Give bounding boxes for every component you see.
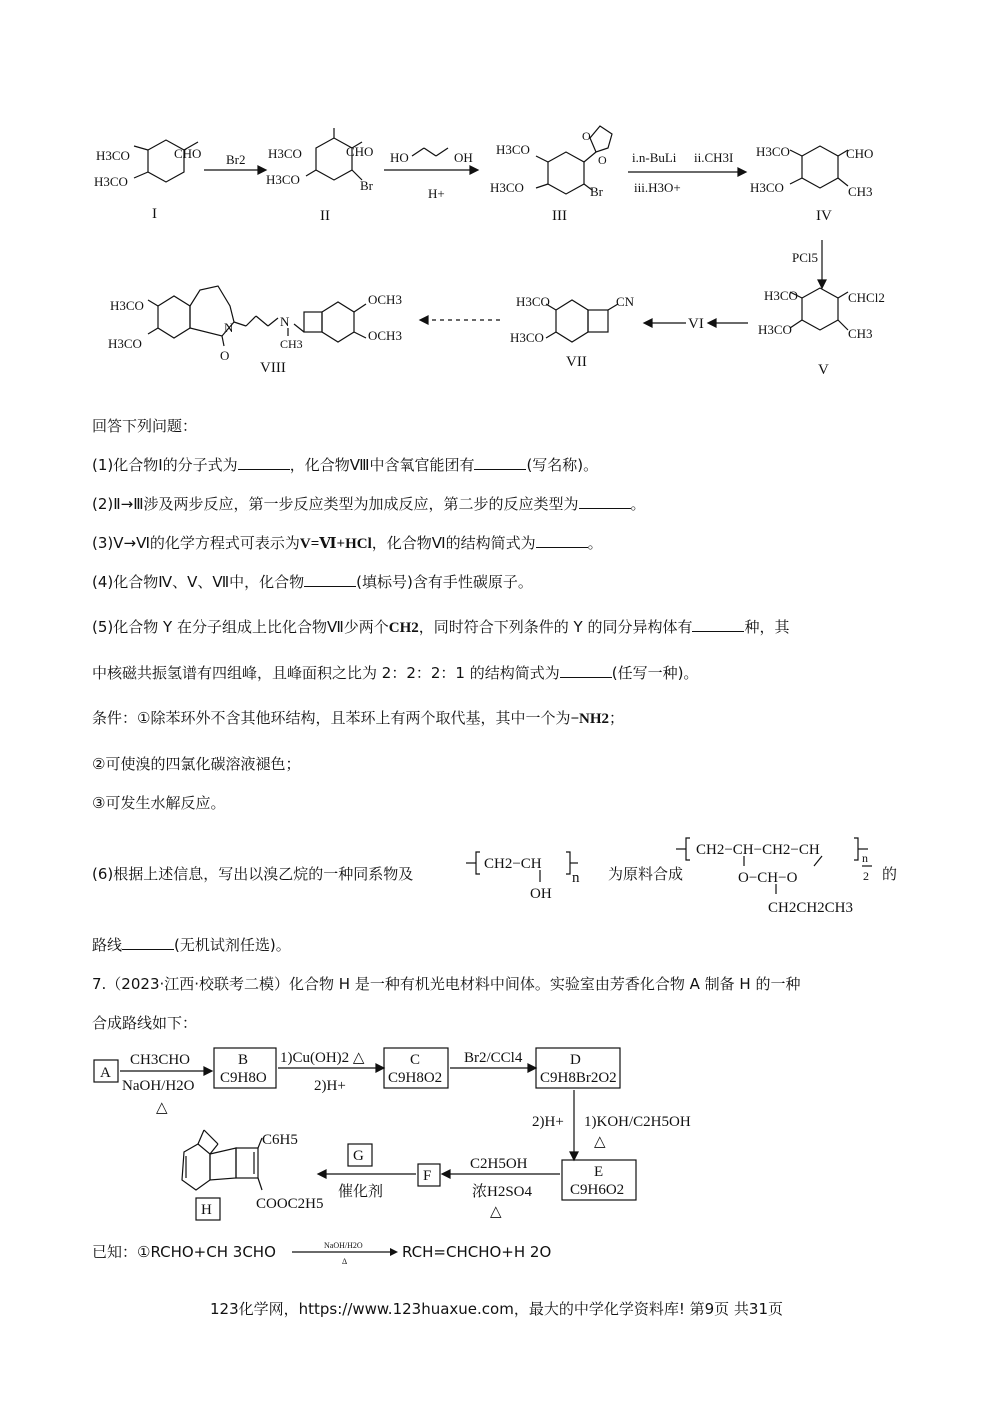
- c1-sub1: H3CO: [96, 148, 130, 163]
- c7-label: VII: [566, 354, 587, 370]
- reagent-ho: HO: [390, 150, 409, 165]
- known-cond: NaOH/H2O: [324, 1241, 363, 1250]
- c2-sub1: H3CO: [268, 146, 302, 161]
- reagent-ch3i: ii.CH3I: [694, 150, 734, 165]
- s2-r6-bot: 催化剂: [338, 1184, 384, 1200]
- box-c-formula: C9H8O2: [388, 1070, 443, 1086]
- synthesis-scheme-1: [0, 120, 993, 390]
- c8-r1: OCH3: [368, 292, 402, 307]
- pva-n: n: [572, 870, 580, 886]
- c7-group: CN: [616, 294, 635, 309]
- c8-nme: CH3: [280, 337, 303, 351]
- c2-label: II: [320, 208, 330, 224]
- reagent-nbuli: i.n-BuLi: [632, 150, 677, 165]
- c5-sub1: H3CO: [764, 288, 798, 303]
- question-5-line2: 中核磁共振氢谱有四组峰，且峰面积之比为 2：2：2：1 的结构简式为 (任写一种)。: [92, 664, 699, 682]
- box-d-formula: C9H8Br2O2: [540, 1070, 617, 1086]
- c3-br: Br: [590, 184, 603, 199]
- box-b: B: [238, 1052, 249, 1068]
- question-4: (4)化合物Ⅳ、Ⅴ、Ⅶ中，化合物 (填标号)含有手性碳原子。: [92, 573, 533, 591]
- c3-o1: O: [582, 129, 591, 143]
- box-h: H: [201, 1202, 212, 1218]
- c2-sub2: H3CO: [266, 172, 300, 187]
- c3-o2: O: [598, 153, 607, 167]
- box-f: F: [423, 1168, 432, 1184]
- c8-o: O: [220, 348, 230, 363]
- synthesis-scheme-2: [0, 1040, 993, 1230]
- s2-r5-top: C2H5OH: [470, 1156, 528, 1172]
- c4-sub1: H3CO: [756, 144, 790, 159]
- c4-sub2: H3CO: [750, 180, 784, 195]
- s2-r4-a: 1)KOH/C2H5OH: [584, 1114, 691, 1130]
- target-2: 2: [863, 869, 869, 883]
- known-arrow: [290, 1238, 402, 1268]
- condition-3: ③可发生水解反应。: [92, 794, 226, 812]
- c4-label: IV: [816, 208, 832, 224]
- condition-1: 条件：①除苯环外不含其他环结构，且苯环上有两个取代基，其中一个为−NH2；: [92, 709, 625, 727]
- pva-chain: CH2−CH: [484, 856, 542, 872]
- s2-r1-heat: △: [156, 1100, 168, 1116]
- box-c: C: [410, 1052, 421, 1068]
- c2-br: Br: [360, 178, 373, 193]
- c8-sub1: H3CO: [110, 298, 144, 313]
- s2-r1-top: CH3CHO: [130, 1052, 191, 1068]
- known-reaction: 已知：①RCHO+CH 3CHO: [92, 1243, 276, 1261]
- reagent-oh: OH: [454, 150, 473, 165]
- s2-r1-bot: NaOH/H2O: [122, 1078, 195, 1094]
- reagent-pcl5: PCl5: [792, 250, 819, 265]
- intro-text: 回答下列问题：: [92, 417, 198, 435]
- c5-sub2: H3CO: [758, 322, 792, 337]
- question-5-line1: (5)化合物 Y 在分子组成上比化合物Ⅶ少两个CH2，同时符合下列条件的 Y 的同分异构体有 种，其: [92, 618, 790, 636]
- c4-me: CH3: [848, 184, 873, 199]
- c3-label: III: [552, 208, 567, 224]
- c7-sub1: H3CO: [516, 294, 550, 309]
- c3-sub2: H3CO: [490, 180, 524, 195]
- s2-r5-heat: △: [490, 1204, 502, 1220]
- s2-r4-b: 2)H+: [532, 1114, 564, 1130]
- question-7-line1: 7.（2023·江西·校联考二模）化合物 H 是一种有机光电材料中间体。实验室由芳香化合物 A 制备 H 的一种: [92, 975, 801, 993]
- target-side: CH2CH2CH3: [768, 900, 854, 916]
- h-ester: COOC2H5: [256, 1196, 324, 1212]
- reagent-h: H+: [428, 186, 445, 201]
- c6-label: VI: [688, 316, 704, 332]
- question-6-text-b: 为原料合成: [608, 865, 684, 883]
- known-product: RCH=CHCHO+H 2O: [402, 1243, 552, 1261]
- box-e: E: [594, 1164, 604, 1180]
- s2-r4-heat: △: [594, 1134, 606, 1150]
- h-phenyl: C6H5: [262, 1132, 298, 1148]
- c8-r2: OCH3: [368, 328, 402, 343]
- target-n: n: [862, 851, 868, 865]
- polymer-pva: [462, 848, 612, 908]
- c8-sub2: H3CO: [108, 336, 142, 351]
- box-a: A: [100, 1065, 111, 1081]
- page-footer: 123化学网，https://www.123huaxue.com，最大的中学化学资料库! 第9页 共31页: [209, 1300, 784, 1318]
- question-1: (1)化合物Ⅰ的分子式为 ，化合物Ⅷ中含氧官能团有 (写名称)。: [92, 456, 599, 474]
- c5-label: V: [818, 362, 829, 378]
- s2-r2-bot: 2)H+: [314, 1078, 346, 1094]
- condition-2: ②可使溴的四氯化碳溶液褪色；: [92, 755, 301, 773]
- known-heat: Δ: [342, 1257, 348, 1266]
- s2-r3-top: Br2/CCl4: [464, 1050, 523, 1066]
- reagent-h3o: iii.H3O+: [634, 180, 681, 195]
- question-2: (2)Ⅱ→Ⅲ涉及两步反应，第一步反应类型为加成反应，第二步的反应类型为 。: [92, 495, 646, 513]
- c5-group: CHCl2: [848, 290, 885, 305]
- s2-r2-top: 1)Cu(OH)2 △: [280, 1050, 365, 1066]
- box-b-formula: C9H8O: [220, 1070, 267, 1086]
- c1-label: I: [152, 206, 157, 222]
- reagent-br2: Br2: [226, 152, 246, 167]
- c4-group: CHO: [846, 146, 874, 161]
- c3-sub1: H3CO: [496, 142, 530, 157]
- c1-group: CHO: [174, 146, 202, 161]
- c8-n2: N: [280, 314, 290, 329]
- question-6-text-a: (6)根据上述信息，写出以溴乙烷的一种同系物及: [92, 865, 414, 883]
- pva-oh: OH: [530, 886, 552, 902]
- box-d: D: [570, 1052, 581, 1068]
- target-chain: CH2−CH−CH2−CH: [696, 842, 820, 858]
- question-6-text-c: 的: [882, 865, 898, 883]
- polymer-target: [672, 832, 892, 924]
- question-3: (3)Ⅴ→Ⅵ的化学方程式可表示为V=Ⅵ+HCl，化合物Ⅵ的结构简式为 。: [92, 534, 603, 552]
- c7-sub2: H3CO: [510, 330, 544, 345]
- s2-r5-bot: 浓H2SO4: [472, 1184, 533, 1200]
- box-g: G: [353, 1148, 364, 1164]
- box-e-formula: C9H6O2: [570, 1182, 625, 1198]
- c5-me: CH3: [848, 326, 873, 341]
- c2-group: CHO: [346, 144, 374, 159]
- target-ring: O−CH−O: [738, 870, 798, 886]
- question-7-line2: 合成路线如下：: [92, 1014, 198, 1032]
- question-6-line2: 路线 (无机试剂任选)。: [92, 936, 291, 954]
- c8-label: VIII: [260, 360, 286, 376]
- c1-sub2: H3CO: [94, 174, 128, 189]
- c8-n1: N: [224, 320, 234, 335]
